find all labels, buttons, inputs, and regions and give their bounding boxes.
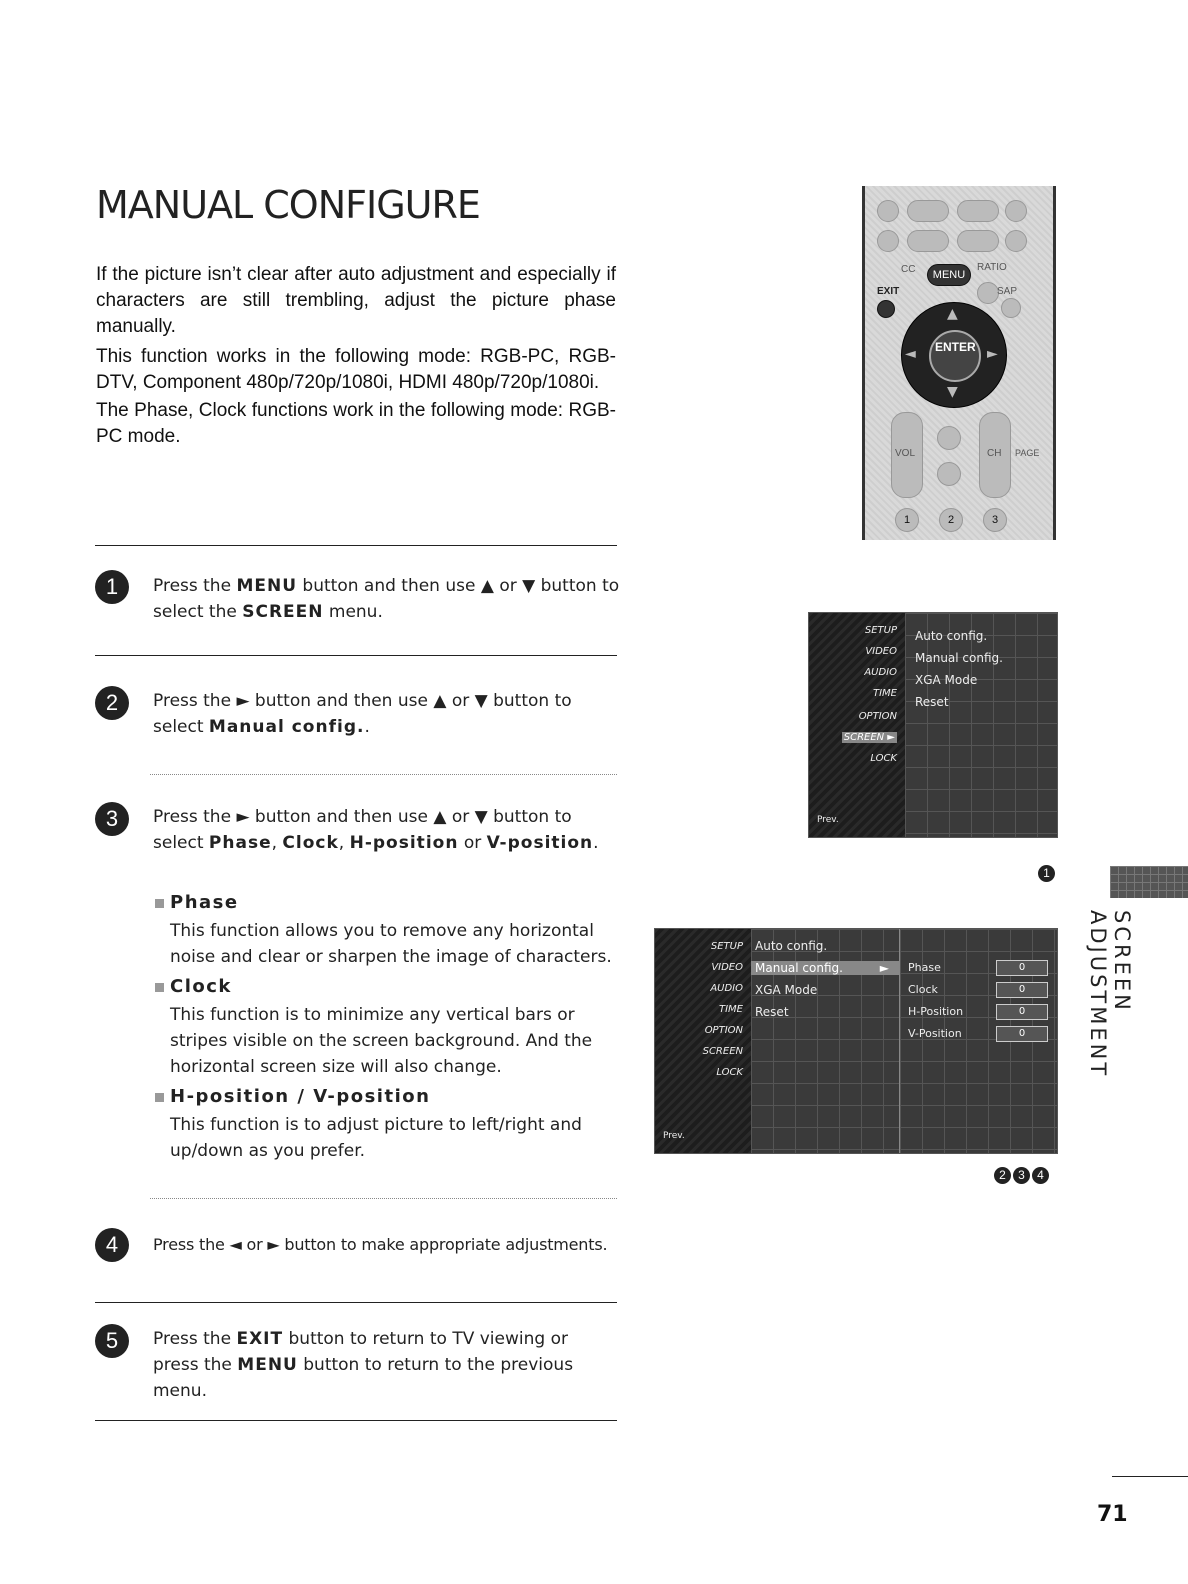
osd-menu-item: VIDEO: [711, 962, 743, 973]
osd-menu-item: SETUP: [710, 941, 743, 952]
remote-button-icon: [937, 426, 961, 450]
remote-control-illustration: [862, 186, 1056, 540]
subsection-heading-clock: Clock: [155, 976, 232, 997]
osd-value-box: 0: [996, 1026, 1048, 1042]
osd-menu-item: LOCK: [716, 1067, 743, 1078]
subsection-heading-position: H-position / V-position: [155, 1086, 430, 1107]
page-title: MANUAL CONFIGURE: [96, 183, 480, 227]
osd-value-box: 0: [996, 960, 1048, 976]
remote-label-exit: EXIT: [877, 286, 900, 297]
osd-menu-item: SCREEN: [702, 1046, 743, 1057]
osd-option: Reset: [915, 695, 949, 709]
osd-caption-1: 1: [1036, 862, 1055, 882]
divider: [1112, 1476, 1188, 1477]
subsection-body-phase: This function allows you to remove any horizontal noise and clear or sharpen the image of characters.: [170, 921, 612, 967]
step-number: 3: [95, 802, 129, 836]
remote-label-vol: VOL: [895, 448, 916, 459]
subsection-heading-phase: Phase: [155, 892, 239, 913]
bullet-square-icon: [155, 1093, 164, 1102]
step-2-text: Press the ► button and then use ▲ or ▼ button to select Manual config..: [153, 691, 572, 737]
divider: [95, 655, 617, 656]
divider: [150, 1198, 617, 1199]
osd-menu-item: OPTION: [704, 1025, 743, 1036]
osd-menu-item: VIDEO: [865, 646, 897, 657]
osd-menu-item: TIME: [718, 1004, 743, 1015]
osd-option: Reset: [755, 1005, 789, 1019]
intro-paragraph-3: The Phase, Clock functions work in the following mode: RGB-PC mode.: [96, 400, 616, 447]
osd-option: XGA Mode: [755, 983, 818, 997]
remote-label-sap: SAP: [997, 286, 1018, 297]
intro-paragraph-1: If the picture isn’t clear after auto adjustment and especially if characters are still trembling, adjust the picture phase manually.: [96, 264, 616, 337]
remote-label-ratio: RATIO: [977, 262, 1007, 273]
bullet-square-icon: [155, 899, 164, 908]
remote-button-icon: [1005, 200, 1027, 222]
osd-screen-manual-config: [654, 928, 1058, 1154]
osd-prev-label: Prev.: [817, 815, 839, 825]
osd-value-box: 0: [996, 1004, 1048, 1020]
remote-menu-button: MENU: [927, 264, 971, 286]
bullet-square-icon: [155, 983, 164, 992]
page-number: 71: [1097, 1502, 1128, 1527]
osd-menu-item: AUDIO: [710, 983, 743, 994]
osd-submenu-label: Clock: [908, 983, 938, 996]
divider: [150, 774, 617, 775]
remote-label-page: PAGE: [1015, 448, 1040, 458]
step-5-text: Press the EXIT button to return to TV viewing or press the MENU button to return to the previous menu.: [153, 1329, 574, 1401]
remote-button-icon: [1001, 298, 1021, 318]
section-side-label: SCREEN ADJUSTMENT: [1086, 910, 1134, 1079]
osd-option: Auto config.: [755, 939, 828, 953]
remote-button-icon: [877, 200, 899, 222]
arrow-right-icon: ►: [879, 961, 889, 975]
step-number: 4: [95, 1228, 129, 1262]
arrow-left-icon: ◄: [905, 346, 916, 362]
osd-value-box: 0: [996, 982, 1048, 998]
remote-enter-button: [929, 330, 981, 382]
osd-menu-item: TIME: [872, 688, 897, 699]
arrow-right-icon: ►: [987, 346, 998, 362]
remote-button-icon: [957, 230, 999, 252]
step-3-text: Press the ► button and then use ▲ or ▼ button to select Phase, Clock, H-position or V-position.: [153, 807, 599, 853]
divider: [95, 1420, 617, 1421]
step-4-text: Press the ◄ or ► button to make appropriate adjustments.: [153, 1235, 608, 1254]
step-number: 5: [95, 1324, 129, 1358]
osd-menu-item-selected: SCREEN ►: [843, 732, 895, 743]
remote-button-icon: [877, 230, 899, 252]
remote-number-3-button: 3: [983, 508, 1007, 532]
remote-label-enter: ENTER: [935, 340, 976, 354]
osd-submenu-label: V-Position: [908, 1027, 962, 1040]
osd-submenu-label: H-Position: [908, 1005, 964, 1018]
osd-option: Auto config.: [915, 629, 988, 643]
remote-label-ch: CH: [987, 448, 1002, 459]
subsection-body-clock: This function is to minimize any vertical bars or stripes visible on the screen background. And the horizontal screen size will also change.: [170, 1005, 593, 1077]
step-1-text: Press the MENU button and then use ▲ or ▼ button to select the SCREEN menu.: [153, 576, 620, 622]
remote-exit-button: [877, 300, 895, 318]
osd-options-panel: [751, 929, 899, 1153]
step-number: 2: [95, 686, 129, 720]
osd-option: XGA Mode: [915, 673, 978, 687]
osd-option-selected: Manual config. ►: [751, 961, 899, 975]
arrow-down-icon: ▼: [947, 384, 958, 400]
osd-submenu-panel: [899, 929, 1058, 1153]
remote-button-icon: [977, 282, 999, 304]
remote-number-1-button: 1: [895, 508, 919, 532]
osd-menu-item: LOCK: [870, 753, 897, 764]
remote-button-icon: [907, 230, 949, 252]
osd-options-panel: [905, 613, 1057, 837]
section-tab-marker: [1110, 866, 1188, 898]
osd-menu-panel: [655, 929, 751, 1153]
osd-menu-item: OPTION: [858, 711, 897, 722]
osd-menu-item: SETUP: [864, 625, 897, 636]
osd-prev-label: Prev.: [663, 1131, 685, 1141]
arrow-up-icon: ▲: [947, 306, 958, 322]
remote-number-2-button: 2: [939, 508, 963, 532]
remote-button-icon: [1005, 230, 1027, 252]
osd-caption-2-3-4: 2 3 4: [992, 1164, 1049, 1184]
divider: [95, 545, 617, 546]
step-number: 1: [95, 570, 129, 604]
osd-menu-panel: [809, 613, 905, 837]
intro-paragraph-2: This function works in the following mode: RGB-PC, RGB-DTV, Component 480p/720p/1080i, HDMI 480p/720p/1080i.: [96, 346, 616, 393]
remote-button-icon: [907, 200, 949, 222]
divider: [95, 1302, 617, 1303]
subsection-body-position: This function is to adjust picture to left/right and up/down as you prefer.: [170, 1115, 582, 1161]
osd-menu-item: AUDIO: [864, 667, 897, 678]
remote-button-icon: [957, 200, 999, 222]
remote-button-icon: [937, 462, 961, 486]
osd-screen-main-menu: [808, 612, 1058, 838]
osd-option: Manual config.: [915, 651, 1003, 665]
remote-label-cc: CC: [901, 264, 916, 275]
osd-submenu-label: Phase: [908, 961, 941, 974]
